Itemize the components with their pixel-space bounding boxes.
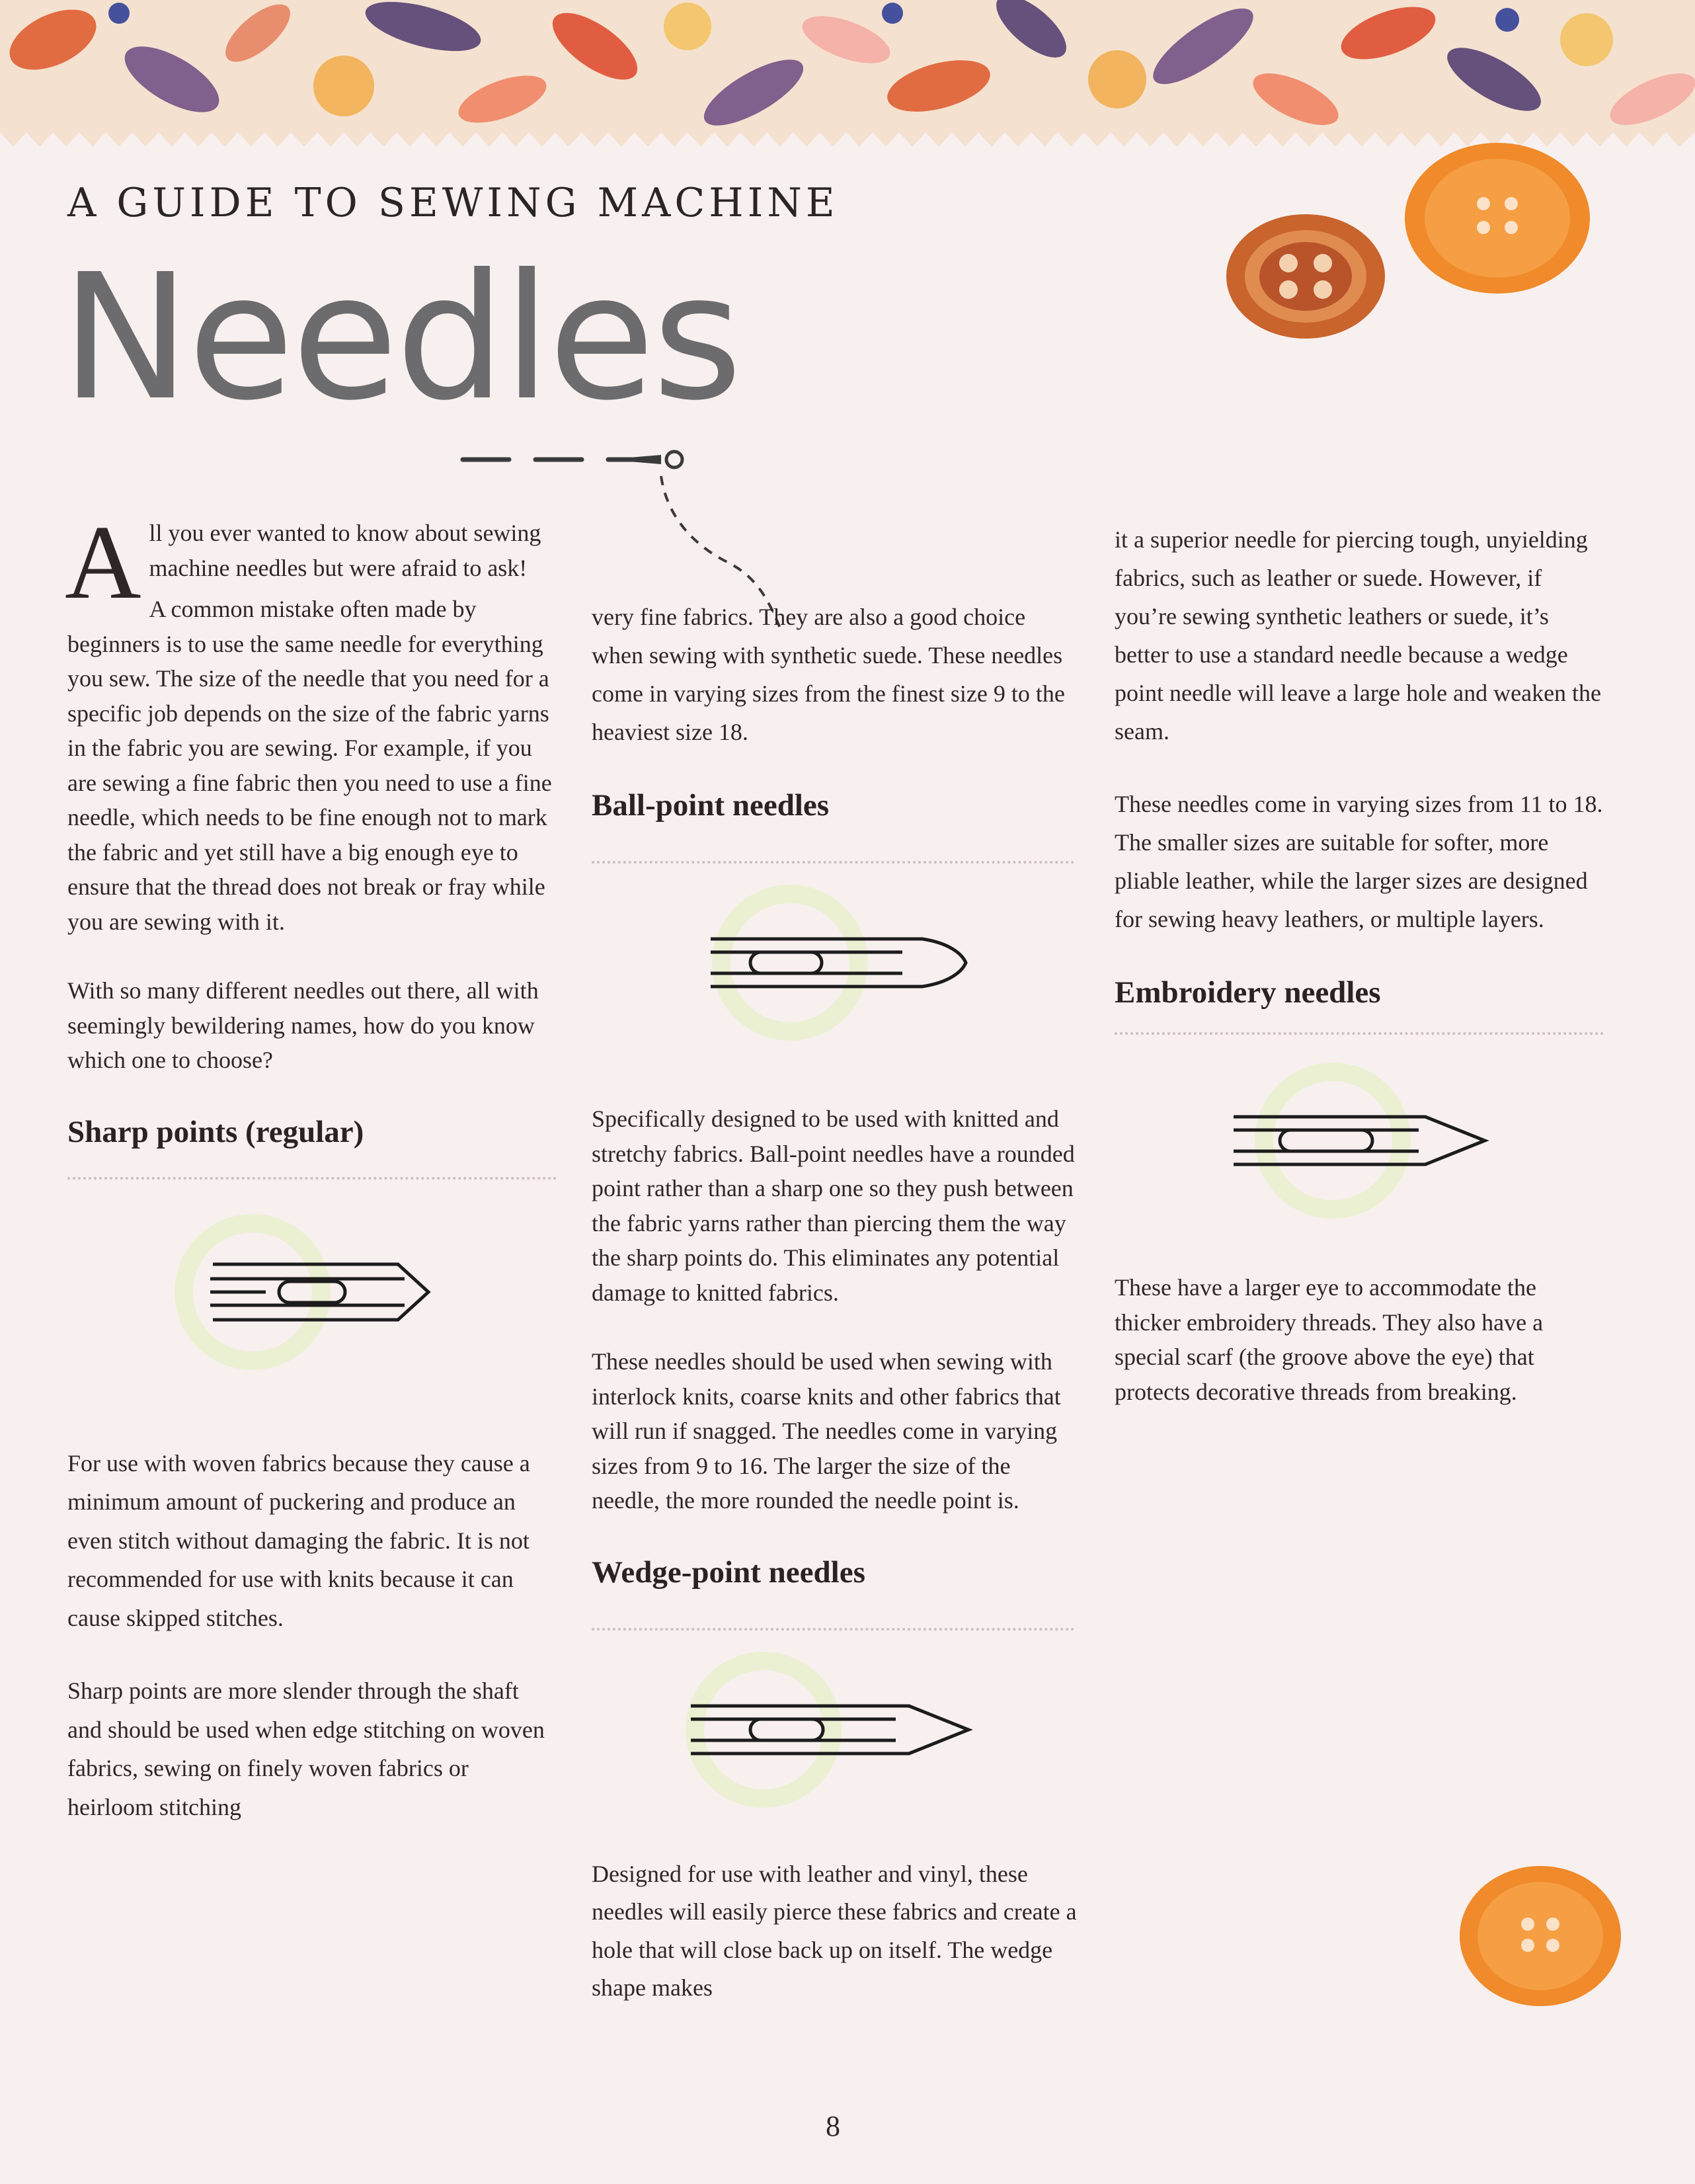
- embroidery-needle-illustration: [1115, 1041, 1604, 1266]
- dotted-divider: [67, 1177, 557, 1180]
- drop-cap: A: [65, 503, 141, 621]
- col1-paragraph-2: With so many different needles out there, all with seemingly bewildering names, how do you know which one to choose?: [67, 977, 539, 1073]
- dotted-divider: [1115, 1032, 1604, 1035]
- column-1: [65, 503, 557, 1826]
- col3-continuation: it a superior needle for piercing tough, unyielding fabrics, such as leather or suede. However, if you’re sewing synthetic leathers or suede, it’s better to use a standard needle because a wedge point needle will leave a large hole and weaken the seam.: [1115, 526, 1602, 745]
- wedge-paragraph-1: Designed for use with leather and vinyl, these needles will easily pierce these fabrics and create a hole that will close back up on itself. The wedge shape makes: [592, 1860, 1077, 2001]
- copper-button-image: [1220, 210, 1392, 343]
- heading-sharp-points: Sharp points (regular): [67, 1114, 364, 1149]
- page-title: Needles: [61, 237, 740, 438]
- sharp-needle-illustration: [67, 1186, 557, 1437]
- floral-banner: [0, 0, 1695, 159]
- ball-point-needle-illustration: [592, 870, 1081, 1095]
- col3-paragraph-2: These needles come in varying sizes from 11 to 18. The smaller sizes are suitable for softer, more pliable leather, while the larger sizes are designed for sewing heavy leathers, or multiple layers.: [1115, 791, 1603, 932]
- dotted-divider: [592, 1628, 1074, 1631]
- column-3: [1115, 520, 1604, 1409]
- col1-paragraph-1: A common mistake often made by beginners is to use the same needle for everything you sew. The size of the needle that you need for a specific job depends on the size of the fabric yarns in the fabric you are sewing. For example, if you are sewing a fine fabric then you need to use a fine needle, which needs to be fine enough not to mark the fabric and yet still have a big enough eye to ensure that the thread does not break or fray while you are sewing with it.: [67, 596, 552, 935]
- orange-button-bottom-image: [1458, 1863, 1623, 2009]
- sharp-paragraph-2: Sharp points are more slender through the shaft and should be used when edge stitching on woven fabrics, sewing on finely woven fabrics or heirloom stitching: [67, 1678, 545, 1820]
- embroidery-paragraph-1: These have a larger eye to accommodate the thicker embroidery threads. They also have a special scarf (the groove above the eye) that protects decorative threads from breaking.: [1115, 1274, 1544, 1405]
- ball-paragraph-1: Specifically designed to be used with knitted and stretchy fabrics. Ball-point needles have a rounded point rather than a sharp one so they push between the fabric yarns rather than piercing them the way the sharp points do. This eliminates any potential damage to knitted fabrics.: [592, 1106, 1075, 1306]
- ball-paragraph-2: These needles should be used when sewing with interlock knits, coarse knits and other fabrics that will run if snagged. The needles come in varying sizes from 9 to 16. The larger the size of the needle, the more rounded the needle point is.: [592, 1348, 1061, 1514]
- heading-embroidery: Embroidery needles: [1115, 975, 1381, 1010]
- dotted-divider: [592, 861, 1074, 864]
- sharp-paragraph-1: For use with woven fabrics because they cause a minimum amount of puckering and produce an even stitch without damaging the fabric. It is not recommended for use with knits because it can cause skipped stitches.: [67, 1449, 530, 1631]
- wedge-point-needle-illustration: [592, 1637, 1081, 1849]
- heading-wedge-point: Wedge-point needles: [592, 1555, 865, 1590]
- page-number: 8: [826, 2110, 840, 2142]
- intro-lead: [65, 503, 557, 621]
- heading-ball-point: Ball-point needles: [592, 788, 830, 823]
- orange-button-image: [1401, 139, 1593, 298]
- intro-lead-text: ll you ever wanted to know about sewing machine needles but were afraid to ask!: [149, 520, 541, 581]
- page-kicker: A GUIDE TO SEWING MACHINE: [67, 180, 839, 226]
- column-2: [592, 598, 1081, 2007]
- col2-continuation: very fine fabrics. They are also a good choice when sewing with synthetic suede. These needles come in varying sizes from the finest size 9 to the heaviest size 18.: [592, 604, 1065, 745]
